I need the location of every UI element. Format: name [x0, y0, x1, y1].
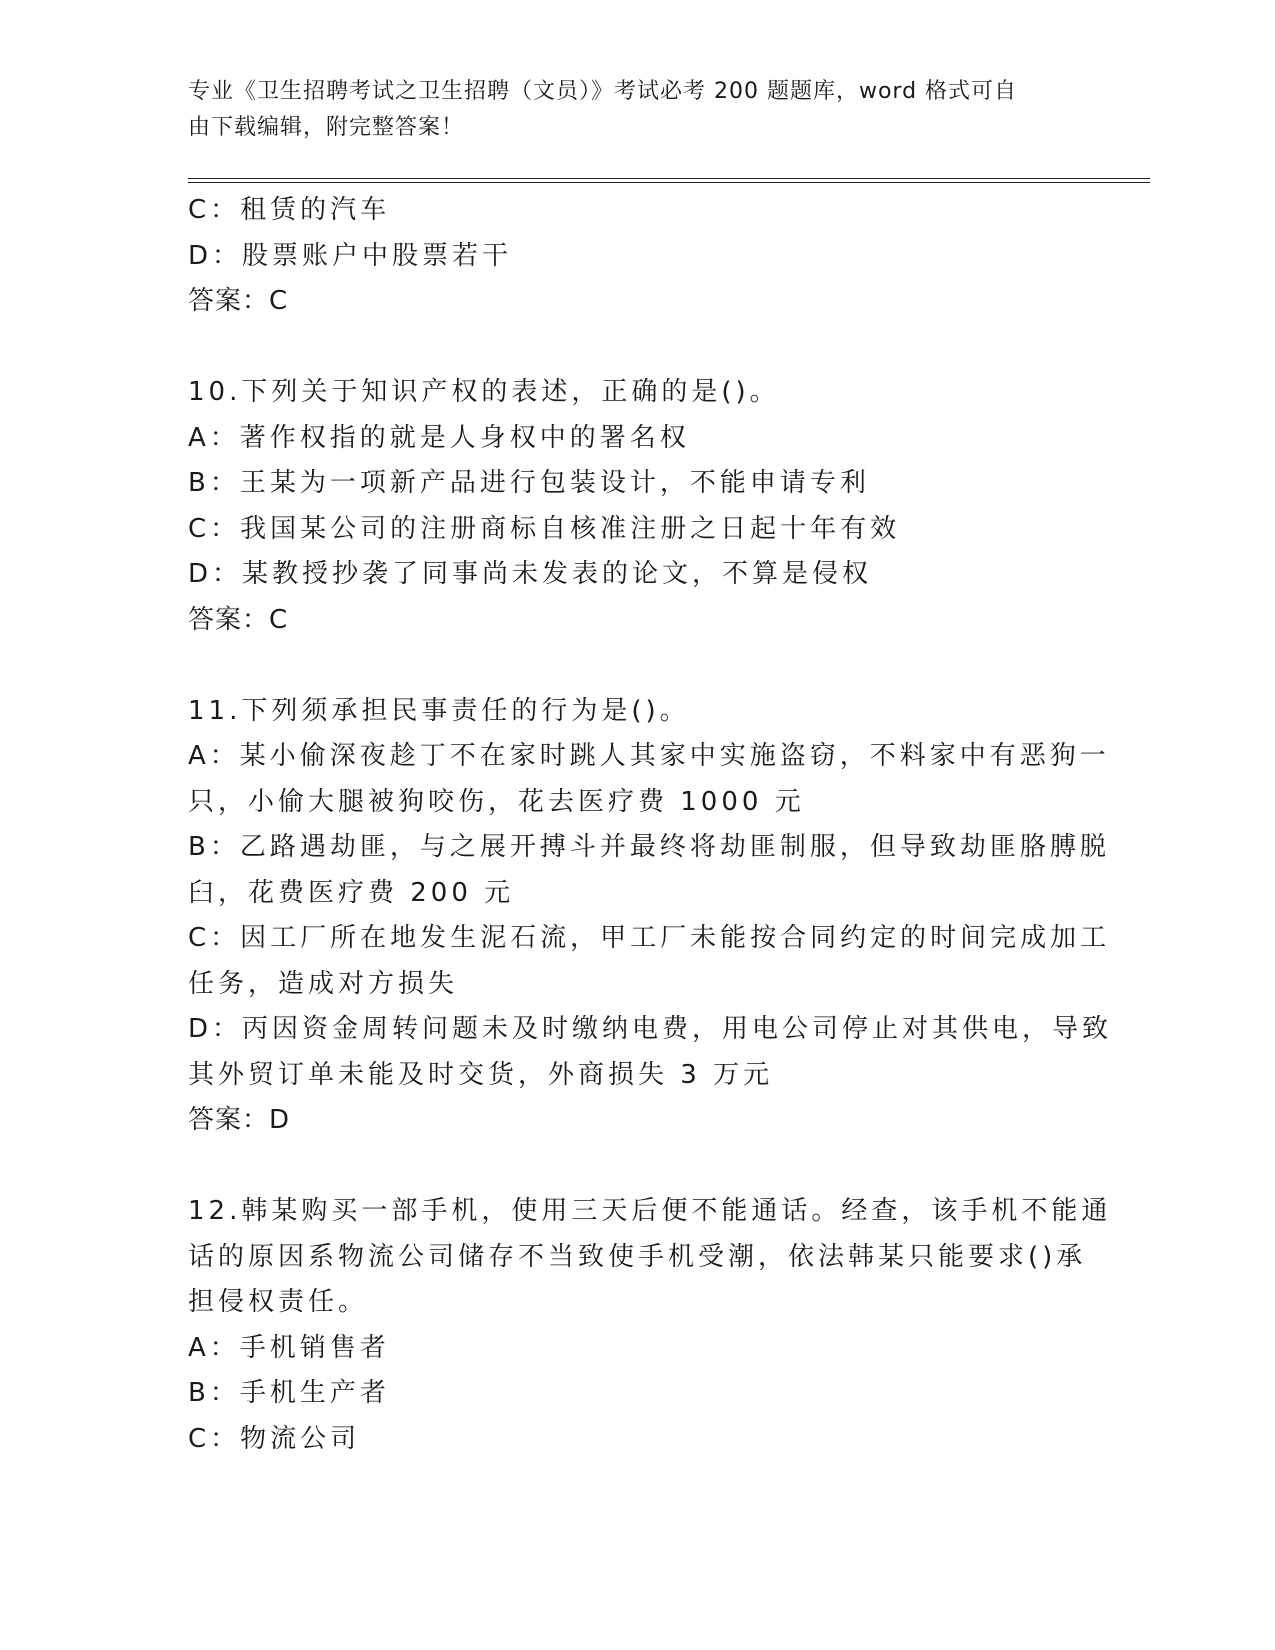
- header-rule-top: [188, 178, 1150, 179]
- text-line: A：著作权指的就是人身权中的署名权: [188, 422, 690, 453]
- text-line: C：我国某公司的注册商标自核准注册之日起十年有效: [188, 513, 901, 544]
- text-line: 臼，花费医疗费 200 元: [188, 877, 515, 908]
- text-line: 话的原因系物流公司储存不当致使手机受潮，依法韩某只能要求()承: [188, 1241, 1087, 1272]
- text-line: C：租赁的汽车: [188, 195, 391, 225]
- question-content: [188, 188, 1113, 1462]
- text-line: B：王某为一项新产品进行包装设计，不能申请专利: [188, 468, 870, 498]
- header-line-1: 专业《卫生招聘考试之卫生招聘（文员）》考试必考 200 题题库，word 格式可自: [188, 79, 1018, 104]
- paragraph-gap: [188, 1144, 1068, 1190]
- document-header: [188, 74, 1068, 146]
- text-line: A：某小偷深夜趁丁不在家时跳人其家中实施盗窃，不料家中有恶狗一: [188, 741, 1110, 771]
- answer-line: 答案：C: [188, 604, 289, 635]
- header-line-2: 由下载编辑，附完整答案！: [188, 115, 465, 140]
- text-line: 12.韩某购买一部手机，使用三天后便不能通话。经查，该手机不能通: [188, 1196, 1112, 1226]
- paragraph-gap: [188, 325, 1068, 371]
- text-line: B：手机生产者: [188, 1378, 390, 1408]
- text-line: C：因工厂所在地发生泥石流，甲工厂未能按合同约定的时间完成加工: [188, 923, 1111, 953]
- text-line: C：物流公司: [188, 1423, 361, 1454]
- paragraph-gap: [188, 643, 1068, 689]
- answer-line: 答案：D: [188, 1105, 291, 1135]
- text-line: 11.下列须承担民事责任的行为是()。: [188, 695, 690, 726]
- text-line: D：某教授抄袭了同事尚未发表的论文，不算是侵权: [188, 559, 873, 589]
- text-line: D：丙因资金周转问题未及时缴纳电费，用电公司停止对其供电，导致: [188, 1014, 1113, 1044]
- answer-line: 答案：C: [188, 286, 289, 316]
- text-line: 任务，造成对方损失: [188, 968, 459, 999]
- text-line: A：手机销售者: [188, 1332, 390, 1363]
- text-line: 其外贸订单未能及时交货，外商损失 3 万元: [188, 1059, 774, 1090]
- header-rule-bottom: [188, 182, 1150, 183]
- text-line: 10.下列关于知识产权的表述，正确的是()。: [188, 377, 780, 407]
- text-line: B：乙路遇劫匪，与之展开搏斗并最终将劫匪制服，但导致劫匪胳膊脱: [188, 832, 1110, 862]
- text-line: 担侵权责任。: [188, 1287, 369, 1317]
- text-line: 只，小偷大腿被狗咬伤，花去医疗费 1000 元: [188, 786, 805, 817]
- text-line: D：股票账户中股票若干: [188, 240, 513, 271]
